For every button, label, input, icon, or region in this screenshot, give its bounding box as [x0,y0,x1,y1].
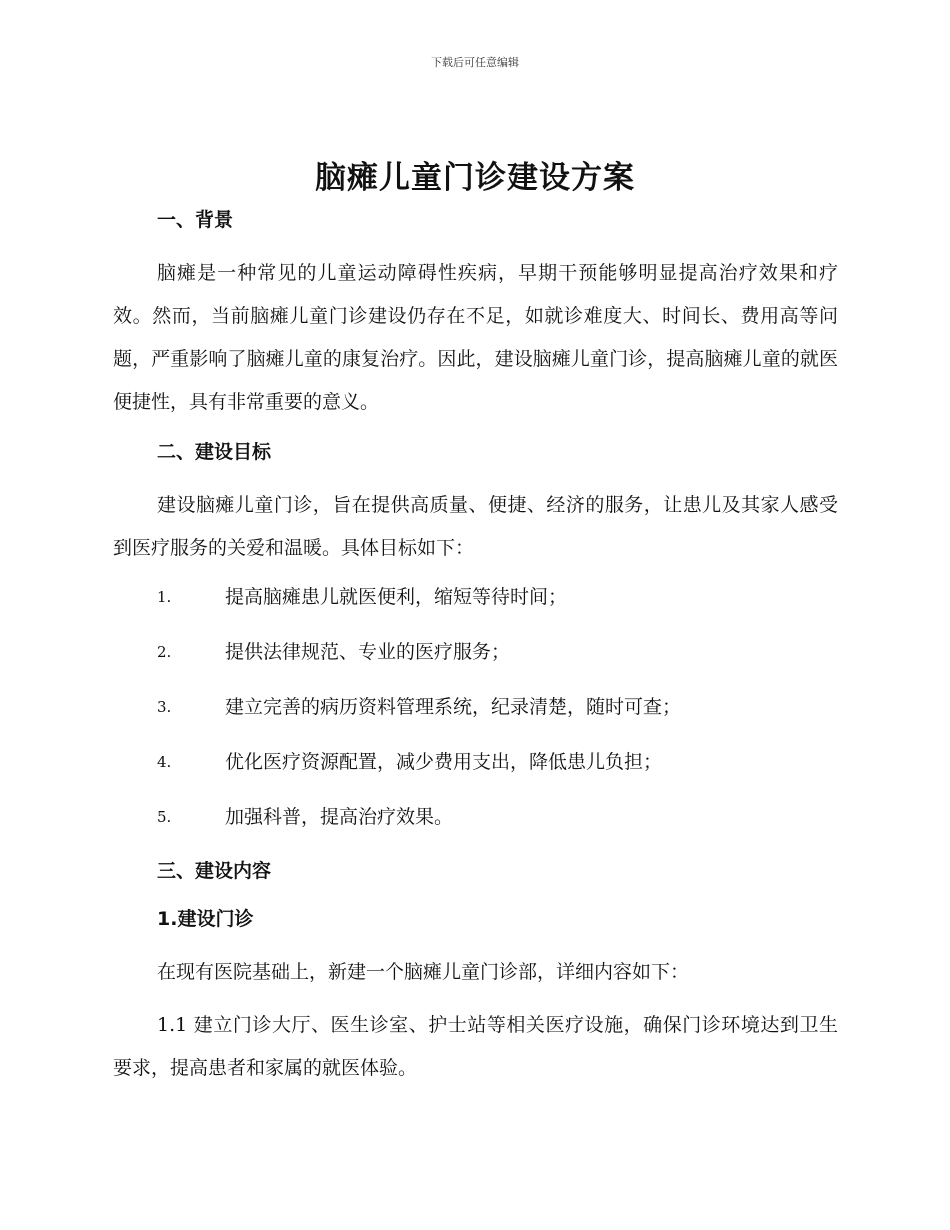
page-title: 脑瘫儿童门诊建设方案 [315,160,635,196]
list-item [113,790,838,845]
list-item [113,625,838,680]
list-item-number: 3. [157,698,172,716]
spacer [113,994,838,1004]
list-item-number: 1. [157,588,172,606]
section-heading-content: 三、建设内容 [157,860,272,882]
list-item [113,680,838,735]
spacer [113,424,838,436]
paragraph-content-1-1: 1.1 建立门诊大厅、医生诊室、护士站等相关医疗设施，确保门诊环境达到卫生要求，提高患者和家属的就医体验。 [113,1014,838,1079]
spacer [113,236,838,252]
spacer [113,845,838,855]
spacer [113,887,838,903]
list-item-text: 加强科普，提高治疗效果。 [225,806,454,828]
spacer [113,468,838,484]
list-item-text: 建立完善的病历资料管理系统，纪录清楚，随时可查； [225,696,682,718]
list-item [113,735,838,790]
subsection-heading-build-clinic: 1.建设门诊 [157,908,254,930]
document-body [113,204,838,1090]
paragraph-background: 脑瘫是一种常见的儿童运动障碍性疾病，早期干预能够明显提高治疗效果和疗效。然而，当前脑瘫儿童门诊建设仍存在不足，如就诊难度大、时间长、费用高等问题，严重影响了脑瘫儿童的康复治疗。因此，建设脑瘫儿童门诊，提高脑瘫儿童的就医便捷性，具有非常重要的意义。 [113,262,838,413]
paragraph-goals: 建设脑瘫儿童门诊，旨在提供高质量、便捷、经济的服务，让患儿及其家人感受到医疗服务的关爱和温暖。具体目标如下： [113,494,838,559]
list-item [113,570,838,625]
section-heading-goals: 二、建设目标 [157,441,272,463]
list-item-number: 5. [157,808,172,826]
list-item-text: 提供法律规范、专业的医疗服务； [225,641,511,663]
list-item-text: 提高脑瘫患儿就医便利，缩短等待时间； [225,586,568,608]
paragraph-content: 在现有医院基础上，新建一个脑瘫儿童门诊部，详细内容如下： [157,961,690,983]
list-item-number: 4. [157,753,172,771]
spacer [113,935,838,951]
goals-list [113,570,838,845]
list-item-number: 2. [157,643,172,661]
header-note: 下载后可任意编辑 [431,56,519,69]
section-heading-background: 一、背景 [157,209,234,231]
list-item-text: 优化医疗资源配置，减少费用支出，降低患儿负担； [225,751,663,773]
